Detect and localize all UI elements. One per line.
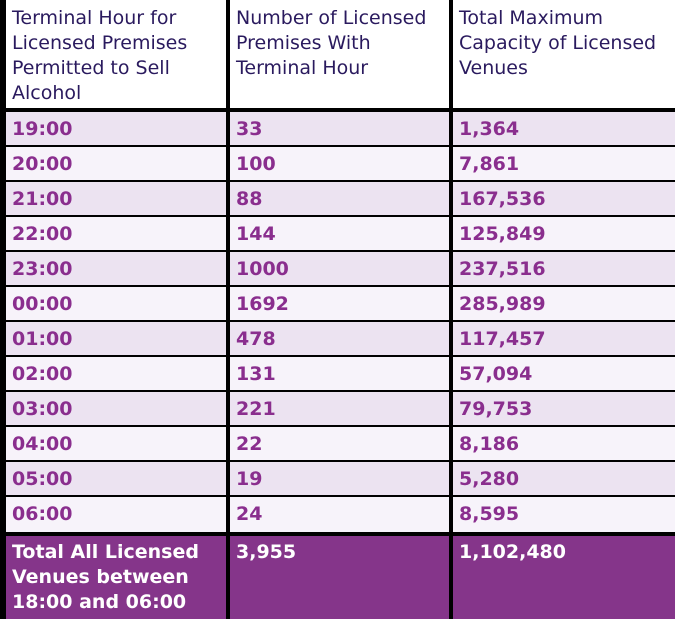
cell-hour: 23:00 xyxy=(6,252,226,285)
cell-premises: 24 xyxy=(230,497,449,532)
total-label-line: Venues between xyxy=(12,566,189,588)
cell-premises: 1000 xyxy=(230,252,449,285)
table-total-row xyxy=(0,536,675,619)
cell-hour: 06:00 xyxy=(6,497,226,532)
cell-premises: 478 xyxy=(230,322,449,355)
cell-capacity: 57,094 xyxy=(453,357,675,390)
total-label-line: Total All Licensed xyxy=(12,541,199,563)
cell-hour: 19:00 xyxy=(6,112,226,145)
cell-hour: 03:00 xyxy=(6,392,226,425)
table-row xyxy=(0,357,675,390)
cell-premises: 33 xyxy=(230,112,449,145)
header-line: Total Maximum xyxy=(459,7,604,29)
header-number-of-premises xyxy=(230,0,449,108)
cell-hour: 02:00 xyxy=(6,357,226,390)
cell-premises: 131 xyxy=(230,357,449,390)
header-line: Venues xyxy=(459,57,528,79)
cell-capacity: 7,861 xyxy=(453,147,675,180)
cell-capacity: 125,849 xyxy=(453,217,675,250)
header-line: Terminal Hour for xyxy=(12,7,177,29)
table-row xyxy=(0,462,675,495)
cell-premises: 88 xyxy=(230,182,449,215)
cell-capacity: 79,753 xyxy=(453,392,675,425)
cell-capacity: 1,364 xyxy=(453,112,675,145)
cell-hour: 01:00 xyxy=(6,322,226,355)
cell-capacity: 237,516 xyxy=(453,252,675,285)
cell-premises: 1692 xyxy=(230,287,449,320)
header-line: Alcohol xyxy=(12,82,82,104)
cell-hour: 00:00 xyxy=(6,287,226,320)
table-row xyxy=(0,497,675,532)
table-row xyxy=(0,182,675,215)
cell-premises: 19 xyxy=(230,462,449,495)
table-header-row xyxy=(0,0,675,108)
header-line: Premises With xyxy=(236,32,371,54)
cell-capacity: 8,186 xyxy=(453,427,675,460)
cell-hour: 21:00 xyxy=(6,182,226,215)
header-terminal-hour xyxy=(6,0,226,108)
cell-premises: 22 xyxy=(230,427,449,460)
cell-capacity: 117,457 xyxy=(453,322,675,355)
total-premises: 3,955 xyxy=(230,536,449,619)
cell-hour: 04:00 xyxy=(6,427,226,460)
cell-premises: 144 xyxy=(230,217,449,250)
header-line: Licensed Premises xyxy=(12,32,188,54)
table-row xyxy=(0,322,675,355)
table-row xyxy=(0,427,675,460)
total-capacity: 1,102,480 xyxy=(453,536,675,619)
table-row xyxy=(0,287,675,320)
cell-premises: 100 xyxy=(230,147,449,180)
header-line: Capacity of Licensed xyxy=(459,32,657,54)
table-row xyxy=(0,252,675,285)
table-row xyxy=(0,217,675,250)
cell-capacity: 8,595 xyxy=(453,497,675,532)
cell-capacity: 5,280 xyxy=(453,462,675,495)
header-line: Terminal Hour xyxy=(236,57,369,79)
table-row xyxy=(0,112,675,145)
cell-premises: 221 xyxy=(230,392,449,425)
cell-hour: 20:00 xyxy=(6,147,226,180)
cell-hour: 22:00 xyxy=(6,217,226,250)
cell-capacity: 167,536 xyxy=(453,182,675,215)
header-line: Number of Licensed xyxy=(236,7,427,29)
header-line: Permitted to Sell xyxy=(12,57,170,79)
total-label-line: 18:00 and 06:00 xyxy=(12,591,187,613)
header-total-capacity xyxy=(453,0,675,108)
table-row xyxy=(0,147,675,180)
cell-hour: 05:00 xyxy=(6,462,226,495)
cell-capacity: 285,989 xyxy=(453,287,675,320)
total-label xyxy=(6,536,226,619)
table-row xyxy=(0,392,675,425)
